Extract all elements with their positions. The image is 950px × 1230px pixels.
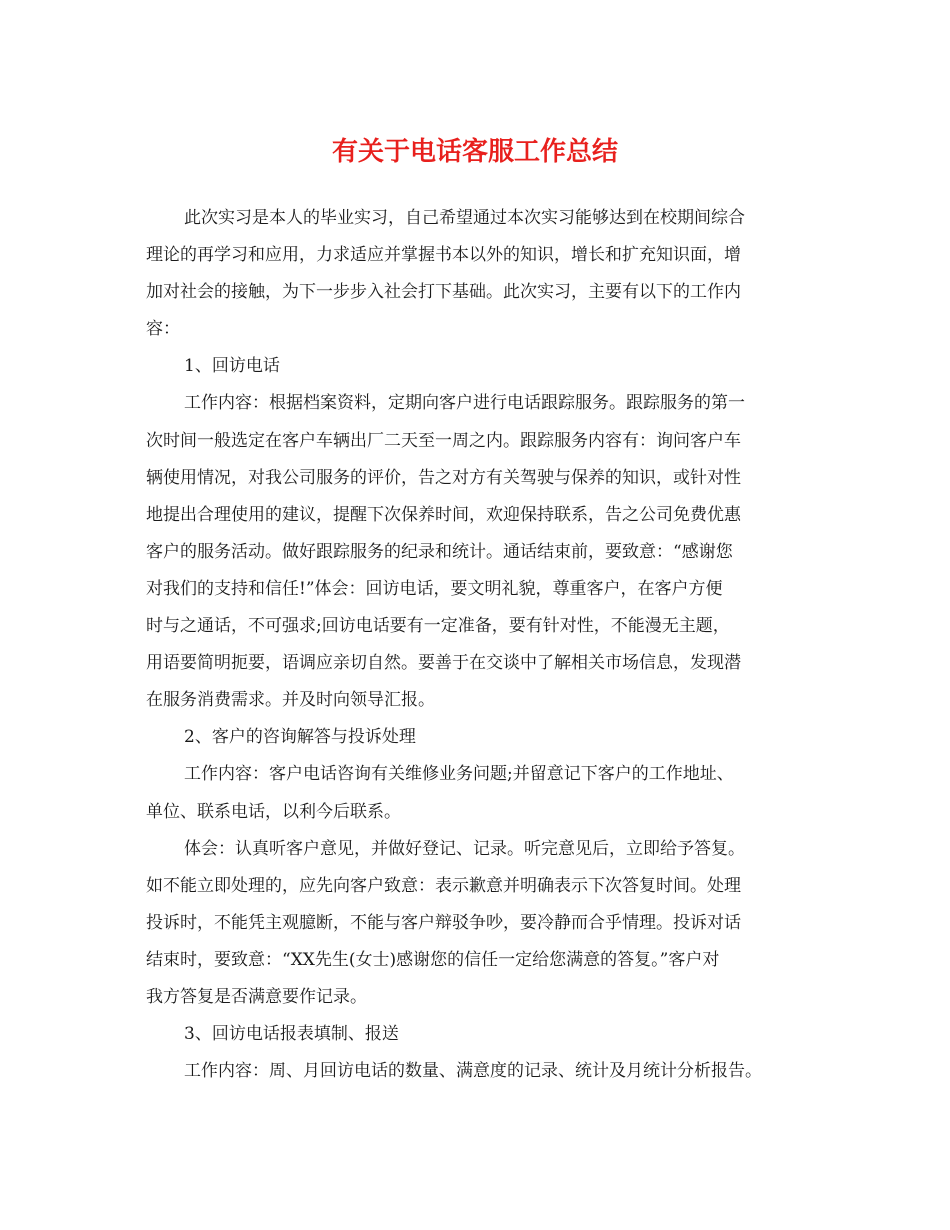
text-line: 时与之通话，不可强求;回访电话要有一定准备，要有针对性，不能漫无主题， (146, 616, 730, 637)
text-line: 工作内容：客户电话咨询有关维修业务问题;并留意记下客户的工作地址、 (184, 764, 734, 785)
text-line: 加对社会的接触，为下一步步入社会打下基础。此次实习，主要有以下的工作内 (146, 282, 741, 303)
text-line: 我方答复是否满意要作记录。 (146, 986, 367, 1007)
document-body (146, 200, 812, 1090)
text-line: 次时间一般选定在客户车辆出厂二天至一周之内。跟踪服务内容有：询问客户车 (146, 430, 741, 451)
text-line: 此次实习是本人的毕业实习，自己希望通过本次实习能够达到在校期间综合 (184, 208, 745, 228)
text-line: 在服务消费需求。并及时向领导汇报。 (146, 690, 435, 711)
text-line: 工作内容：周、月回访电话的数量、满意度的记录、统计及月统计分析报告。 (184, 1061, 762, 1082)
text-line: 投诉时，不能凭主观臆断，不能与客户辩驳争吵，要冷静而合乎情理。投诉对话 (146, 912, 741, 933)
document-title: 有关于电话客服工作总结 (331, 137, 618, 167)
text-line: 2、客户的咨询解答与投诉处理 (184, 727, 416, 748)
text-line: 如不能立即处理的，应先向客户致意：表示歉意并明确表示下次答复时间。处理 (146, 875, 741, 896)
text-line: 客户的服务活动。做好跟踪服务的纪录和统计。通话结束前，要致意：“感谢您 (146, 541, 733, 562)
text-line: 地提出合理使用的建议，提醒下次保养时间，欢迎保持联系，告之公司免费优惠 (146, 504, 741, 525)
text-line: 辆使用情况，对我公司服务的评价，告之对方有关驾驶与保养的知识，或针对性 (146, 467, 741, 488)
text-line: 工作内容：根据档案资料，定期向客户进行电话跟踪服务。跟踪服务的第一 (184, 393, 745, 414)
text-line: 3、回访电话报表填制、报送 (184, 1024, 399, 1045)
text-line: 理论的再学习和应用，力求适应并掌握书本以外的知识，增长和扩充知识面，增 (146, 245, 741, 266)
text-line: 用语要简明扼要，语调应亲切自然。要善于在交谈中了解相关市场信息，发现潜 (146, 653, 741, 674)
text-line: 单位、联系电话，以利今后联系。 (146, 801, 401, 822)
text-line: 对我们的支持和信任!”体会：回访电话，要文明礼貌，尊重客户，在客户方便 (146, 578, 723, 599)
text-line: 结束时，要致意：“XX先生(女士)感谢您的信任一定给您满意的答复。”客户对 (146, 949, 720, 970)
text-line: 体会：认真听客户意见，并做好登记、记录。听完意见后，立即给予答复。 (184, 838, 745, 859)
text-line: 1、回访电话 (184, 356, 280, 377)
text-line: 容： (146, 319, 180, 340)
